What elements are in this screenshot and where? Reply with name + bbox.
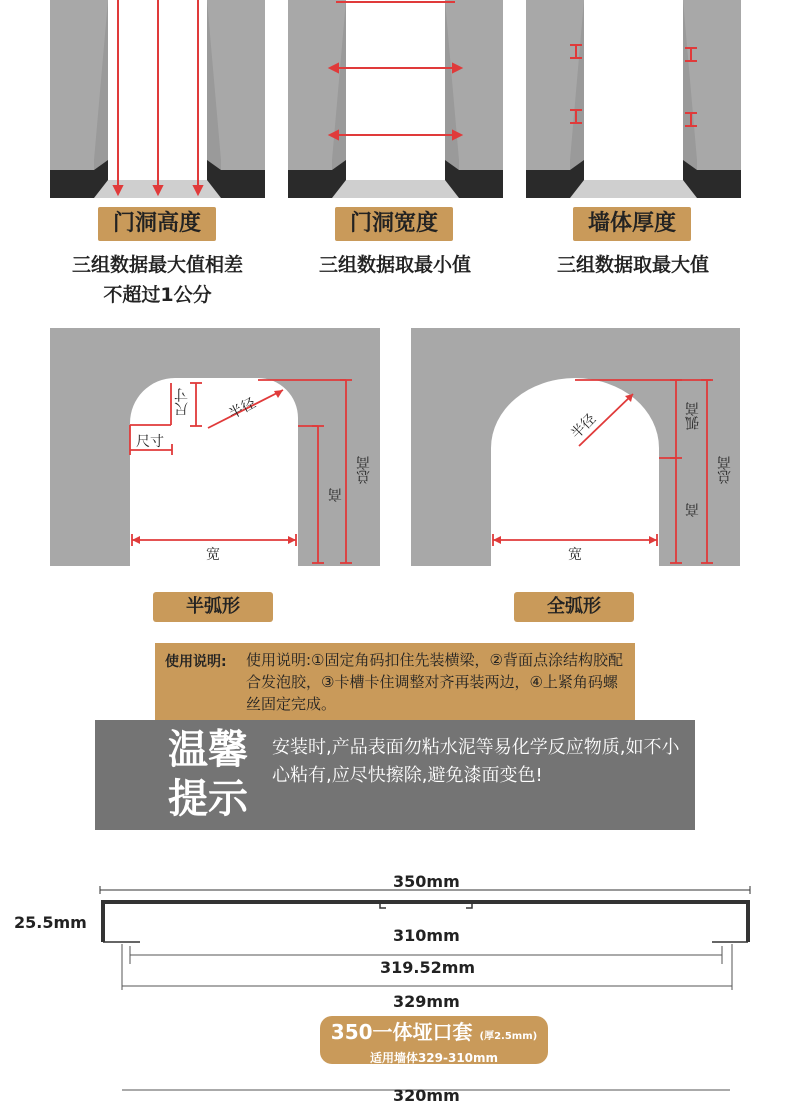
- full-radius-label: 半径: [568, 411, 600, 443]
- badge-sub: 适用墙体329-310mm: [369, 1051, 499, 1065]
- door-height-label: 门洞高度: [98, 207, 216, 241]
- usage-key: 使用说明:: [165, 654, 227, 670]
- tip-title-line2: 提示: [168, 776, 248, 822]
- tip-text: 安装时,产品表面勿粘水泥等易化学反应物质,如不小心粘有,应尽快擦除,避免漆面变色!: [272, 737, 680, 786]
- door-height-caption-line1: 三组数据最大值相差: [71, 254, 243, 276]
- full-total-height-label: 总高: [717, 456, 733, 484]
- door-width-caption-line1: 三组数据取最小值: [318, 254, 471, 276]
- door-width-label: 门洞宽度: [335, 207, 453, 241]
- thickness-dim: 25.5mm: [14, 913, 87, 932]
- semi-size-label-horizontal: 尺寸: [136, 434, 164, 450]
- total-width-dim: 350mm: [393, 872, 460, 891]
- full-arch-diagram: [411, 328, 740, 566]
- door-width-illustration: [288, 0, 503, 200]
- wall-thickness-label: 墙体厚度: [573, 207, 691, 241]
- full-arch-drawing: [411, 328, 740, 566]
- semi-arch-diagram: [50, 328, 380, 566]
- semi-width-label: 宽: [206, 547, 220, 563]
- inner-width-dim: 310mm: [393, 926, 460, 945]
- semi-radius-label: 半径: [226, 395, 259, 423]
- usage-text: 使用说明:①固定角码扣住先装横梁，②背面点涂结构胶配合发泡胶，③卡槽卡住调整对齐再装两边，④上紧角码螺丝固定完成。: [246, 651, 623, 713]
- badge-title: 350一体垭口套: [330, 1020, 473, 1044]
- door-height-caption-line2: 不超过1公分: [103, 284, 212, 306]
- next-width-dim: 320mm: [393, 1086, 460, 1105]
- wall-thickness-illustration: [526, 0, 741, 200]
- full-height-label: 高: [685, 503, 701, 517]
- tip-title: [163, 726, 253, 824]
- wall-thickness-caption-line1: 三组数据取最大值: [556, 254, 709, 276]
- tip-title-line1: 温馨: [168, 727, 248, 773]
- warm-tip-banner: [95, 720, 695, 830]
- semi-arch-label: 半弧形: [153, 592, 273, 622]
- semi-height-label: 高: [328, 488, 344, 502]
- width-329-dim: 329mm: [393, 992, 460, 1011]
- wall-thickness-caption: [518, 250, 748, 280]
- door-height-illustration: [50, 0, 265, 200]
- usage-instructions: [155, 643, 635, 723]
- full-arc-height-label: 弧高: [685, 402, 701, 430]
- width-319-dim: 319.52mm: [380, 958, 476, 977]
- semi-size-label-vertical: 尺寸: [174, 388, 190, 416]
- badge-note: (厚2.5mm): [479, 1031, 538, 1042]
- full-width-label: 宽: [568, 547, 582, 563]
- door-width-caption: [280, 250, 510, 280]
- semi-total-height-label: 总高: [356, 456, 372, 484]
- full-arch-label: 全弧形: [514, 592, 634, 622]
- product-badge: [320, 1016, 548, 1064]
- door-height-caption: [40, 250, 275, 310]
- semi-arch-drawing: [50, 328, 380, 566]
- badge-title-line: [320, 1019, 548, 1050]
